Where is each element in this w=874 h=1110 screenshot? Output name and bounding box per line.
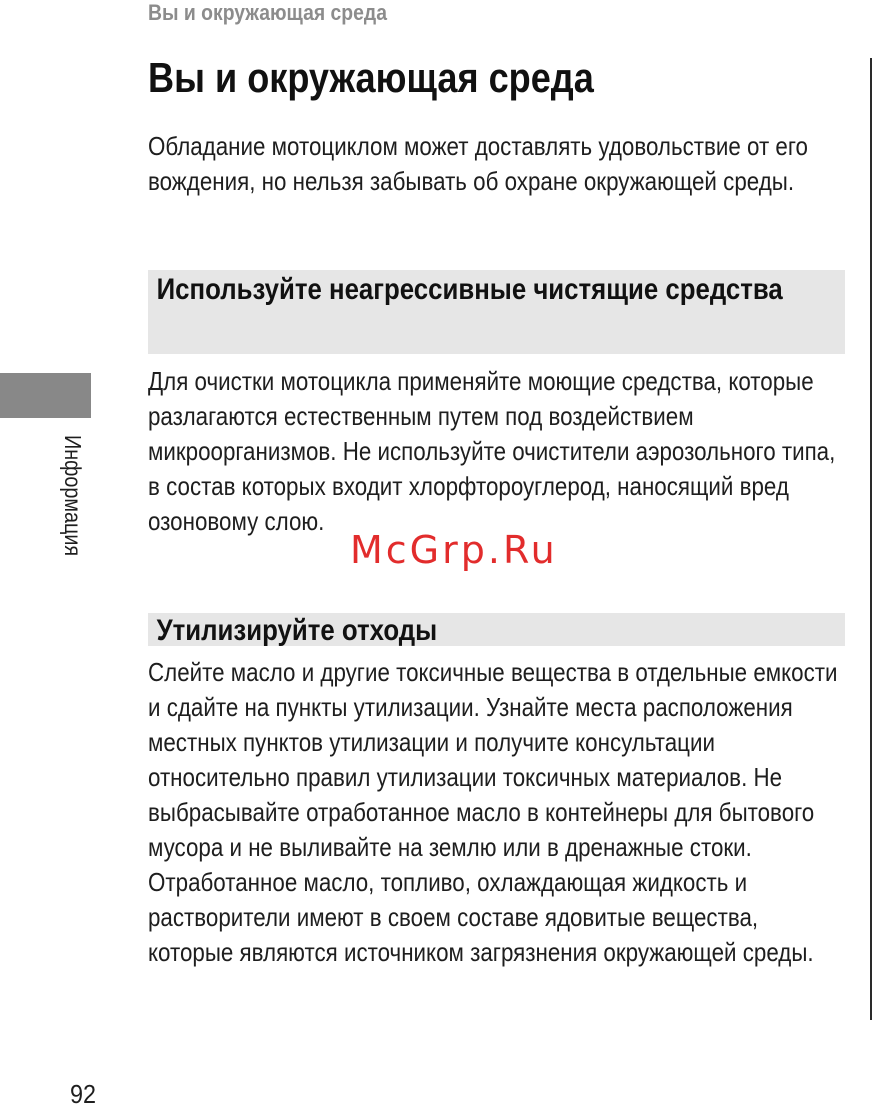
section-heading-cleaning: Используйте неагрессивные чистящие средства: [156, 273, 783, 306]
right-margin-rule: [870, 58, 872, 1020]
disposal-paragraph: Слейте масло и другие токсичные вещества в отдельные емкости и сдайте на пункты утилизации. Узнайте места расположения местных пунктов утилизации и получите консультации относительно правил утилизации токсичных материалов. Не выбрасывайте отработанное масло в контейнеры для бытового мусора и не выливайте на землю или в дренажные стоки. Отработанное масло, топливо, охлаждающая жидкость и растворители имеют в своем составе ядовитые вещества, которые являются источником загрязнения окружающей среды.: [148, 657, 838, 967]
page-title: Вы и окружающая среда: [148, 54, 594, 101]
section-header-cleaning: [148, 270, 845, 354]
watermark: McGrp.Ru: [350, 528, 558, 572]
chapter-tab-marker: [0, 373, 91, 418]
chapter-side-label: [60, 435, 86, 581]
section-header-disposal: [148, 613, 845, 646]
intro-paragraph: Обладание мотоциклом может доставлять удовольствие от его вождения, но нельзя забывать об охране окружающей среды.: [148, 131, 808, 196]
cleaning-paragraph: Для очистки мотоцикла применяйте моющие средства, которые разлагаются естественным путем под воздействием микроорганизмов. Не используйте очистители аэрозольного типа, в состав которых входит хлорфтороуглерод, наносящий вред озоновому слою.: [148, 366, 836, 536]
section-heading-disposal: Утилизируйте отходы: [156, 614, 438, 647]
chapter-side-label-text: Информация: [60, 435, 86, 557]
page-number: 92: [70, 1079, 97, 1109]
running-header: Вы и окружающая среда: [148, 0, 387, 25]
